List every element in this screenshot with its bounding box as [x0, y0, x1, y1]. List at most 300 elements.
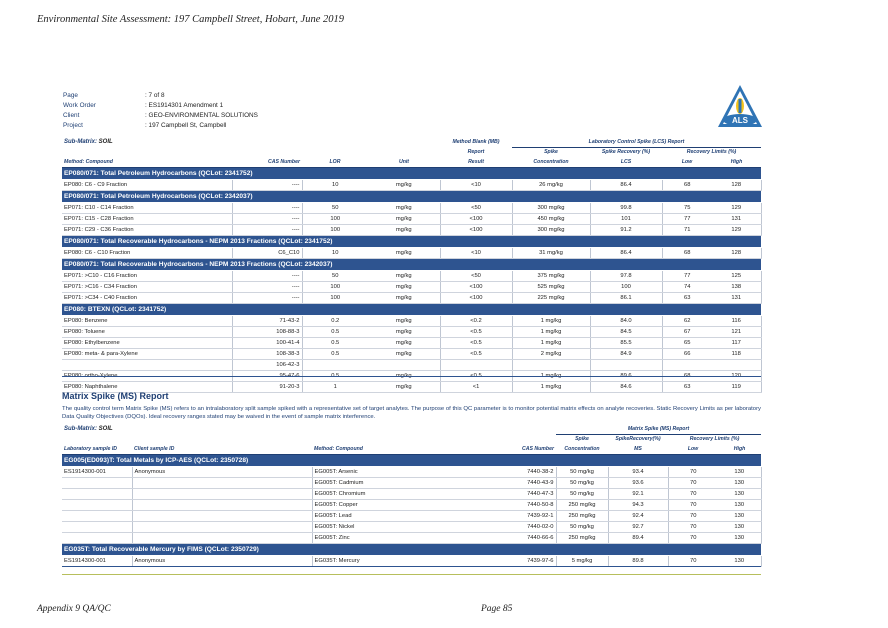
spacer: [62, 435, 556, 445]
table-cell: <100: [440, 214, 512, 225]
table-cell: 75: [662, 203, 712, 214]
table-cell: 77: [662, 271, 712, 282]
ms-table: [62, 425, 762, 567]
table-cell: 50 mg/kg: [556, 489, 608, 500]
table-cell: 120: [712, 371, 761, 382]
table-cell: ES1914300-001: [62, 467, 132, 478]
table-cell: 70: [668, 489, 718, 500]
sub-matrix-value: SOIL: [98, 426, 113, 433]
table-cell: EG005T: Lead: [312, 511, 502, 522]
meta-row: [63, 111, 258, 121]
column-header: CAS Number: [232, 157, 302, 168]
table-cell: EP080: C6 - C9 Fraction: [62, 180, 232, 191]
footer-appendix: Appendix 9 QA/QC: [37, 604, 111, 614]
table-cell: 68: [662, 371, 712, 382]
table-cell: 0.2: [302, 316, 368, 327]
table-cell: [132, 511, 312, 522]
table-cell: 0.5: [302, 338, 368, 349]
table-cell: 63: [662, 382, 712, 393]
table-cell: 95-47-6: [232, 371, 302, 382]
table-cell: [302, 360, 368, 371]
table-cell: 85.5: [590, 338, 662, 349]
table-cell: mg/kg: [368, 371, 440, 382]
table-cell: 70: [668, 533, 718, 544]
section-header: [62, 455, 761, 467]
table-cell: 138: [712, 282, 761, 293]
table-cell: 117: [712, 338, 761, 349]
table-cell: 70: [668, 556, 718, 567]
table-cell: 70: [668, 467, 718, 478]
table-cell: EP071: >C10 - C16 Fraction: [62, 271, 232, 282]
meta-label: Work Order: [63, 102, 96, 109]
table-cell: 91-20-3: [232, 382, 302, 393]
spike-header: Spike: [544, 149, 558, 155]
section-title: EP080/071: Total Petroleum Hydrocarbons (QCLot: 2341752): [62, 168, 761, 180]
column-header: Unit: [368, 157, 440, 168]
table-row: [62, 316, 761, 327]
table-cell: 131: [712, 293, 761, 304]
table-cell: <50: [440, 203, 512, 214]
column-header: CAS Number: [502, 444, 556, 455]
table-cell: 250 mg/kg: [556, 511, 608, 522]
table-cell: 7439-92-1: [502, 511, 556, 522]
table-row: [62, 478, 761, 489]
table-cell: 525 mg/kg: [512, 282, 590, 293]
table-cell: 68: [662, 180, 712, 191]
column-header: Method: Compound: [312, 444, 502, 455]
table-cell: 116: [712, 316, 761, 327]
sub-matrix: [62, 138, 440, 148]
table-cell: 101: [590, 214, 662, 225]
table-cell: ----: [232, 271, 302, 282]
table-cell: 225 mg/kg: [512, 293, 590, 304]
table-row: [62, 360, 761, 371]
table-cell: 128: [712, 248, 761, 259]
table-cell: 93.6: [608, 478, 668, 489]
section-title: EP080: BTEXN (QCLot: 2341752): [62, 304, 761, 316]
section-header: [62, 236, 761, 248]
ms-report-header: Matrix Spike (MS) Report: [556, 425, 761, 435]
table-cell: 89.4: [608, 533, 668, 544]
table-cell: 128: [712, 180, 761, 191]
table-group-header: [62, 425, 761, 435]
table-cell: 106-42-3: [232, 360, 302, 371]
table-cell: EG005T: Arsenic: [312, 467, 502, 478]
table-cell: [132, 522, 312, 533]
column-header: Method: Compound: [62, 157, 232, 168]
table-cell: 50 mg/kg: [556, 467, 608, 478]
table-cell: [132, 533, 312, 544]
table-cell: [62, 533, 132, 544]
table-row: [62, 533, 761, 544]
table-cell: [62, 360, 232, 371]
table-cell: 130: [718, 467, 761, 478]
table-cell: 1 mg/kg: [512, 382, 590, 393]
table-cell: 86.4: [590, 180, 662, 191]
table-row: [62, 203, 761, 214]
section-title: EP080/071: Total Petroleum Hydrocarbons (QCLot: 2342037): [62, 191, 761, 203]
divider: [62, 376, 761, 377]
table-cell: 129: [712, 203, 761, 214]
table-cell: 50: [302, 203, 368, 214]
table-cell: [62, 500, 132, 511]
section-header: [62, 191, 761, 203]
table-cell: 130: [718, 522, 761, 533]
table-cell: C6_C10: [232, 248, 302, 259]
table-row: [62, 214, 761, 225]
table-cell: 10: [302, 180, 368, 191]
table-cell: 84.0: [590, 316, 662, 327]
table-cell: 100: [302, 214, 368, 225]
table-cell: EP071: C10 - C14 Fraction: [62, 203, 232, 214]
column-header: LOR: [302, 157, 368, 168]
table-cell: EG005T: Copper: [312, 500, 502, 511]
table-cell: 67: [662, 327, 712, 338]
table-cell: 71-43-2: [232, 316, 302, 327]
table-cell: 86.1: [590, 293, 662, 304]
table-cell: [62, 478, 132, 489]
table-row: [62, 248, 761, 259]
table-cell: [368, 360, 440, 371]
table-cell: EG035T: Mercury: [312, 556, 502, 567]
table-cell: 7440-50-8: [502, 500, 556, 511]
table-cell: Anonymous: [132, 556, 312, 567]
table-cell: mg/kg: [368, 203, 440, 214]
meta-row: [63, 121, 258, 131]
table-row: [62, 271, 761, 282]
table-group-header: [62, 138, 761, 148]
table-cell: 1 mg/kg: [512, 338, 590, 349]
table-row: [62, 327, 761, 338]
method-blank-header: Method Blank (MB): [452, 139, 500, 146]
table-cell: EP080: Ethylbenzene: [62, 338, 232, 349]
table-cell: 119: [712, 382, 761, 393]
table-cell: 70: [668, 511, 718, 522]
recovery-limits-header: Recovery Limits (%): [689, 436, 740, 442]
als-logo: [716, 83, 764, 129]
table-cell: ----: [232, 203, 302, 214]
table-cell: 108-38-3: [232, 349, 302, 360]
spike-recovery-header: SpikeRecovery(%): [615, 436, 661, 442]
table-cell: 125: [712, 271, 761, 282]
table-cell: 31 mg/kg: [512, 248, 590, 259]
table-cell: 130: [718, 533, 761, 544]
table-cell: [712, 360, 761, 371]
section-header: [62, 168, 761, 180]
meta-value: : 197 Campbell St, Campbell: [145, 122, 227, 129]
table-cell: EP071: >C16 - C34 Fraction: [62, 282, 232, 293]
table-row: [62, 349, 761, 360]
divider: [62, 566, 761, 567]
table-cell: 129: [712, 225, 761, 236]
table-group-header: [62, 148, 761, 158]
section-title: EG005(ED093)T: Total Metals by ICP-AES (QCLot: 2350728): [62, 455, 761, 467]
footer-page-number: Page 85: [481, 604, 513, 614]
column-header: Low: [662, 157, 712, 168]
table-cell: 250 mg/kg: [556, 500, 608, 511]
lcs-header: Laboratory Control Spike (LCS) Report: [512, 138, 761, 148]
table-cell: EP080: Toluene: [62, 327, 232, 338]
table-cell: 92.4: [608, 511, 668, 522]
meta-row: [63, 101, 258, 111]
table-cell: 77: [662, 214, 712, 225]
table-cell: 100-41-4: [232, 338, 302, 349]
column-header: Laboratory sample ID: [62, 444, 132, 455]
table-cell: [132, 500, 312, 511]
method-blank-header: Report: [467, 148, 485, 155]
table-cell: [62, 511, 132, 522]
table-cell: mg/kg: [368, 338, 440, 349]
table-cell: 1 mg/kg: [512, 316, 590, 327]
table-cell: 121: [712, 327, 761, 338]
table-cell: 100: [302, 293, 368, 304]
table-cell: <0.5: [440, 327, 512, 338]
table-cell: 93.4: [608, 467, 668, 478]
table-cell: 0.5: [302, 349, 368, 360]
table-cell: 50 mg/kg: [556, 522, 608, 533]
table-cell: 10: [302, 248, 368, 259]
table-cell: 70: [668, 500, 718, 511]
table-row: [62, 467, 761, 478]
table-cell: <100: [440, 225, 512, 236]
table-cell: [62, 489, 132, 500]
table-cell: 2 mg/kg: [512, 349, 590, 360]
table-cell: 26 mg/kg: [512, 180, 590, 191]
column-header: Concentration: [512, 157, 590, 168]
table-cell: Anonymous: [132, 467, 312, 478]
sub-matrix: [62, 425, 556, 435]
meta-label: Page: [63, 92, 78, 99]
table-cell: mg/kg: [368, 316, 440, 327]
table-cell: EP071: C15 - C28 Fraction: [62, 214, 232, 225]
table-cell: 84.9: [590, 349, 662, 360]
table-cell: 100: [302, 282, 368, 293]
table-cell: 84.6: [590, 382, 662, 393]
section-title: EP080/071: Total Recoverable Hydrocarbons - NEPM 2013 Fractions (QCLot: 2342037): [62, 259, 761, 271]
table-cell: <100: [440, 282, 512, 293]
table-cell: 1 mg/kg: [512, 327, 590, 338]
table-cell: 89.8: [608, 556, 668, 567]
table-cell: EP071: C29 - C36 Fraction: [62, 225, 232, 236]
table-cell: [132, 478, 312, 489]
table-row: [62, 225, 761, 236]
table-cell: mg/kg: [368, 271, 440, 282]
table-cell: 7440-02-0: [502, 522, 556, 533]
table-cell: 94.3: [608, 500, 668, 511]
table-cell: 1 mg/kg: [512, 371, 590, 382]
recovery-limits-header: Recovery Limits (%): [686, 149, 737, 155]
table-cell: 62: [662, 316, 712, 327]
section-title: EP080/071: Total Recoverable Hydrocarbons - NEPM 2013 Fractions (QCLot: 2341752): [62, 236, 761, 248]
table-cell: <0.5: [440, 338, 512, 349]
table-cell: [662, 360, 712, 371]
table-cell: 70: [668, 478, 718, 489]
table-cell: mg/kg: [368, 225, 440, 236]
sub-matrix-value: SOIL: [98, 139, 113, 146]
column-header: LCS: [590, 157, 662, 168]
document-title: Environmental Site Assessment: 197 Campbell Street, Hobart, June 2019: [37, 14, 344, 25]
table-cell: EP071: >C34 - C40 Fraction: [62, 293, 232, 304]
table-cell: 0.5: [302, 371, 368, 382]
section-header: [62, 259, 761, 271]
table-cell: 63: [662, 293, 712, 304]
table-cell: EG005T: Chromium: [312, 489, 502, 500]
table-cell: <0.2: [440, 316, 512, 327]
logo-text: ALS: [732, 116, 748, 125]
table-cell: 86.4: [590, 248, 662, 259]
table-cell: 89.6: [590, 371, 662, 382]
table-column-header: [62, 157, 761, 168]
table-row: [62, 282, 761, 293]
table-cell: EG005T: Nickel: [312, 522, 502, 533]
sub-matrix-label: Sub-Matrix:: [64, 426, 99, 433]
table-cell: 375 mg/kg: [512, 271, 590, 282]
lcs-table: [62, 138, 762, 393]
table-cell: <50: [440, 271, 512, 282]
table-cell: EP080: Benzene: [62, 316, 232, 327]
table-cell: 91.2: [590, 225, 662, 236]
table-cell: 7440-66-6: [502, 533, 556, 544]
report-meta: [63, 91, 258, 131]
table-row: [62, 293, 761, 304]
table-cell: 0.5: [302, 327, 368, 338]
spacer: [62, 148, 440, 158]
spike-header: Spike: [575, 436, 589, 442]
column-header: High: [718, 444, 761, 455]
table-cell: EP080: Naphthalene: [62, 382, 232, 393]
table-cell: [62, 522, 132, 533]
table-cell: 300 mg/kg: [512, 225, 590, 236]
column-header: Client sample ID: [132, 444, 312, 455]
section-header: [62, 544, 761, 556]
table-cell: <0.5: [440, 371, 512, 382]
table-row: [62, 180, 761, 191]
table-cell: 66: [662, 349, 712, 360]
table-cell: 7440-38-2: [502, 467, 556, 478]
table-row: [62, 489, 761, 500]
table-cell: 7439-97-6: [502, 556, 556, 567]
table-cell: 100: [302, 225, 368, 236]
table-cell: <0.5: [440, 349, 512, 360]
table-cell: 71: [662, 225, 712, 236]
table-cell: 84.5: [590, 327, 662, 338]
table-cell: 130: [718, 511, 761, 522]
table-cell: ES1914300-001: [62, 556, 132, 567]
table-cell: 300 mg/kg: [512, 203, 590, 214]
table-cell: 92.1: [608, 489, 668, 500]
meta-value: : GEO-ENVIRONMENTAL SOLUTIONS: [145, 112, 258, 119]
table-cell: 50 mg/kg: [556, 478, 608, 489]
table-cell: EG005T: Zinc: [312, 533, 502, 544]
table-cell: [440, 360, 512, 371]
table-cell: <10: [440, 180, 512, 191]
section-title: EG035T: Total Recoverable Mercury by FIMS (QCLot: 2350729): [62, 544, 761, 556]
table-cell: 250 mg/kg: [556, 533, 608, 544]
table-cell: mg/kg: [368, 349, 440, 360]
table-cell: EP080: C6 - C10 Fraction: [62, 248, 232, 259]
table-cell: 5 mg/kg: [556, 556, 608, 567]
table-cell: 7440-43-9: [502, 478, 556, 489]
column-header: High: [712, 157, 761, 168]
table-cell: 100: [590, 282, 662, 293]
table-cell: 50: [302, 271, 368, 282]
table-row: [62, 500, 761, 511]
table-cell: 68: [662, 248, 712, 259]
table-cell: mg/kg: [368, 214, 440, 225]
table-cell: [132, 489, 312, 500]
table-cell: 92.7: [608, 522, 668, 533]
table-row: [62, 338, 761, 349]
table-cell: 7440-47-3: [502, 489, 556, 500]
table-cell: ----: [232, 282, 302, 293]
table-cell: mg/kg: [368, 248, 440, 259]
table-column-header: [62, 444, 761, 455]
table-cell: mg/kg: [368, 293, 440, 304]
table-cell: 450 mg/kg: [512, 214, 590, 225]
meta-label: Project: [63, 122, 83, 129]
column-header: MS: [608, 444, 668, 455]
table-cell: [512, 360, 590, 371]
footer-rule: [62, 574, 761, 575]
meta-row: [63, 91, 258, 101]
table-cell: mg/kg: [368, 327, 440, 338]
table-cell: 130: [718, 489, 761, 500]
table-row: [62, 522, 761, 533]
table-cell: <10: [440, 248, 512, 259]
table-cell: ----: [232, 180, 302, 191]
table-cell: [590, 360, 662, 371]
table-cell: mg/kg: [368, 282, 440, 293]
table-cell: 97.8: [590, 271, 662, 282]
table-cell: 108-88-3: [232, 327, 302, 338]
meta-label: Client: [63, 112, 80, 119]
table-cell: mg/kg: [368, 382, 440, 393]
table-cell: 131: [712, 214, 761, 225]
table-row: [62, 556, 761, 567]
section-header: [62, 304, 761, 316]
meta-value: : 7 of 8: [145, 92, 165, 99]
table-cell: 130: [718, 556, 761, 567]
table-cell: 99.8: [590, 203, 662, 214]
column-header: Low: [668, 444, 718, 455]
table-cell: 1: [302, 382, 368, 393]
table-cell: mg/kg: [368, 180, 440, 191]
table-cell: <100: [440, 293, 512, 304]
spike-recovery-header: Spike Recovery (%): [601, 149, 651, 155]
table-row: [62, 511, 761, 522]
ms-report-description: The quality control term Matrix Spike (MS) refers to an intralaboratory split sample spiked with a representative set of target analytes. The purpose of this QC parameter is to monitor potential matrix effects on analyte recoveries. Static Recovery Limits as per laboratory Data Quality Objectives (DQOs). Ideal recovery ranges stated may be waived in the event of sample matrix interference.: [62, 406, 761, 420]
table-cell: EP080: meta- & para-Xylene: [62, 349, 232, 360]
table-cell: 70: [668, 522, 718, 533]
table-cell: 130: [718, 500, 761, 511]
sub-matrix-label: Sub-Matrix:: [64, 139, 99, 146]
table-cell: 65: [662, 338, 712, 349]
table-cell: ----: [232, 225, 302, 236]
table-cell: <1: [440, 382, 512, 393]
ms-report-title: Matrix Spike (MS) Report: [62, 391, 169, 401]
table-cell: 74: [662, 282, 712, 293]
table-cell: ----: [232, 214, 302, 225]
meta-value: : ES1914301 Amendment 1: [145, 102, 224, 109]
table-cell: 118: [712, 349, 761, 360]
table-cell: ----: [232, 293, 302, 304]
table-cell: 130: [718, 478, 761, 489]
column-header: Concentration: [556, 444, 608, 455]
table-cell: EG005T: Cadmium: [312, 478, 502, 489]
table-group-header: [62, 435, 761, 445]
column-header: Result: [440, 157, 512, 168]
table-cell: EP080: ortho-Xylene: [62, 371, 232, 382]
